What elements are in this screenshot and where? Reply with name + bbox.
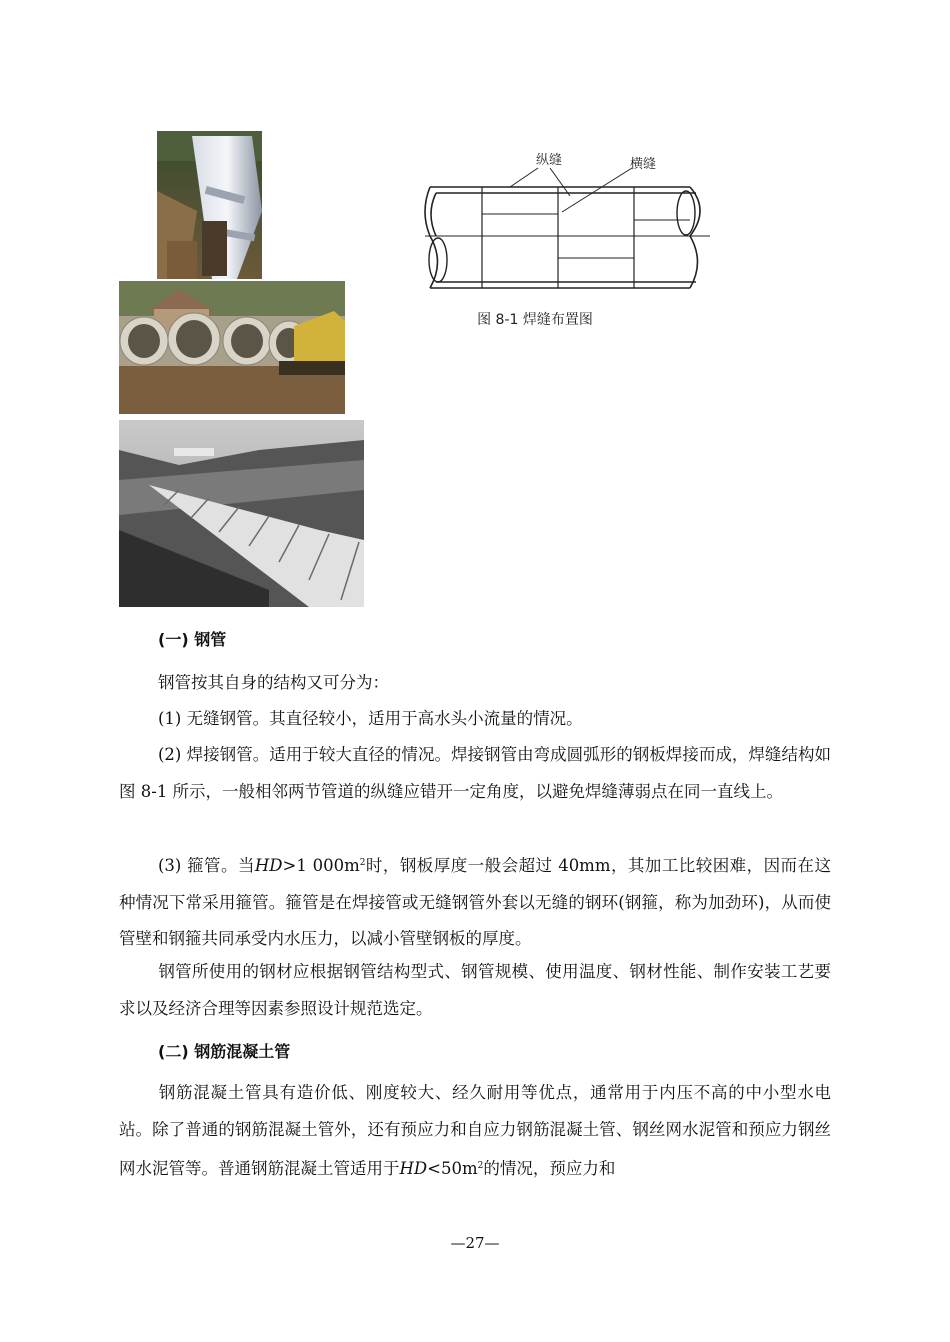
longitudinal-seam-label: 纵缝 xyxy=(536,153,563,168)
figure-caption: 图 8-1 焊缝布置图 xyxy=(477,312,593,328)
paragraph-text: >1 000m xyxy=(282,856,360,875)
paragraph-text: (1) 无缝钢管。其直径较小，适用于高水头小流量的情况。 xyxy=(158,709,583,728)
paragraph xyxy=(119,1075,831,1188)
section-heading-rc-pipe: (二) 钢筋混凝土管 xyxy=(158,1042,291,1061)
paragraph-text: 时，钢板厚度一般会超过 40mm，其加工比较困难，因而在这种情况下常采用箍管。箍管是在焊接管或无缝钢管外套以无缝的钢环(钢箍，称为加劲环)，从而使管壁和钢箍共同承受内水压力，以减小管壁钢板的厚度。 xyxy=(119,856,831,948)
section-heading-steel-pipe: (一) 钢管 xyxy=(158,630,227,649)
paragraph-text: <50m xyxy=(427,1159,478,1178)
paragraph-text: (3) 箍管。当 xyxy=(158,856,255,875)
paragraph-text: 的情况，预应力和 xyxy=(483,1159,616,1178)
paragraph-text: 钢管按其自身的结构又可分为： xyxy=(158,673,389,692)
page-number: —27— xyxy=(450,1234,500,1252)
superscript: 2 xyxy=(359,858,366,868)
paragraph-text: 钢管所使用的钢材应根据钢管结构型式、钢管规模、使用温度、钢材性能、制作安装工艺要求以及经济合理等因素参照设计规范选定。 xyxy=(119,962,831,1018)
paragraph xyxy=(119,954,831,1027)
variable-hd: HD xyxy=(254,856,283,875)
stiffened-pipeline-photo xyxy=(119,420,364,607)
paragraph xyxy=(119,845,831,958)
transverse-seam-label: 横缝 xyxy=(630,157,657,172)
paragraph xyxy=(119,665,831,702)
variable-hd: HD xyxy=(399,1159,428,1178)
paragraph xyxy=(119,737,831,810)
superscript: 2 xyxy=(477,1161,484,1171)
concrete-pipes-photo xyxy=(119,281,345,414)
paragraph xyxy=(119,701,831,738)
paragraph-text: (2) 焊接钢管。适用于较大直径的情况。焊接钢管由弯成圆弧形的钢板焊接而成，焊缝结构如图 8-1 所示，一般相邻两节管道的纵缝应错开一定角度，以避免焊缝薄弱点在同一直线上。 xyxy=(119,745,831,801)
weld-layout-diagram xyxy=(420,150,710,290)
paragraph-text: 钢筋混凝土管具有造价低、刚度较大、经久耐用等优点，通常用于内压不高的中小型水电站。除了普通的钢筋混凝土管外，还有预应力和自应力钢筋混凝土管、钢丝网水泥管和预应力钢丝网水泥管等。普通钢筋混凝土管适用于 xyxy=(119,1083,831,1178)
steel-penstock-photo xyxy=(157,131,262,279)
